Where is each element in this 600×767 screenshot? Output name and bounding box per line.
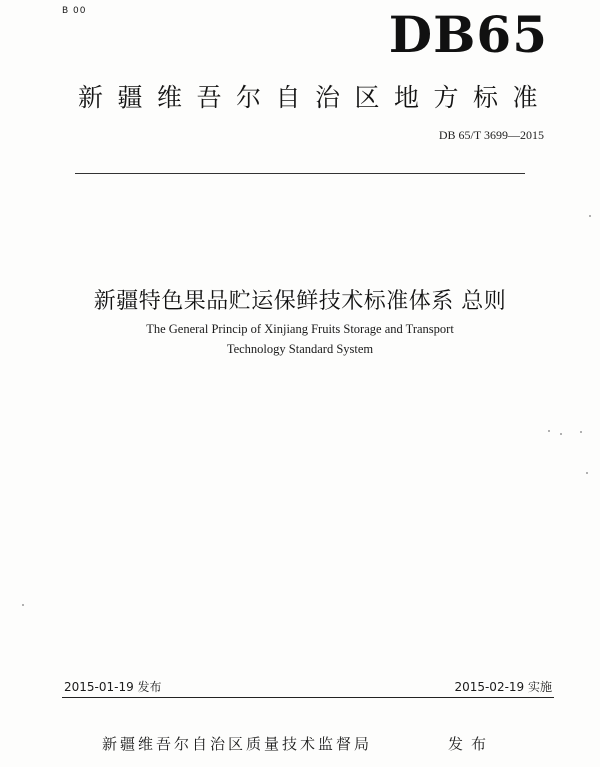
scan-speck	[580, 431, 582, 433]
classification-code: B 00	[62, 6, 87, 16]
publish-label: 发布	[448, 735, 495, 753]
scan-speck	[586, 472, 588, 474]
document-title-chinese: 新疆特色果品贮运保鲜技术标准体系 总则	[93, 289, 507, 314]
footer-divider	[62, 697, 554, 698]
header-divider	[75, 173, 525, 174]
db65-logo: DB65	[388, 5, 548, 64]
publisher-name: 新疆维吾尔自治区质量技术监督局	[102, 735, 373, 753]
scan-speck	[22, 604, 24, 606]
english-title-line-1: The General Princip of Xinjiang Fruits Storage and Transport	[146, 322, 454, 336]
english-title-line-2: Technology Standard System	[226, 342, 374, 356]
scan-speck	[548, 430, 550, 432]
standard-number: DB 65/T 3699—2015	[438, 128, 544, 142]
implementation-date: 2015-02-19 实施	[454, 680, 552, 694]
scan-speck	[589, 215, 591, 217]
scan-speck	[560, 433, 562, 435]
standard-type-heading: 新疆维吾尔自治区地方标准	[78, 83, 553, 112]
issue-date: 2015-01-19 发布	[64, 680, 162, 694]
document-title-english	[0, 319, 600, 359]
